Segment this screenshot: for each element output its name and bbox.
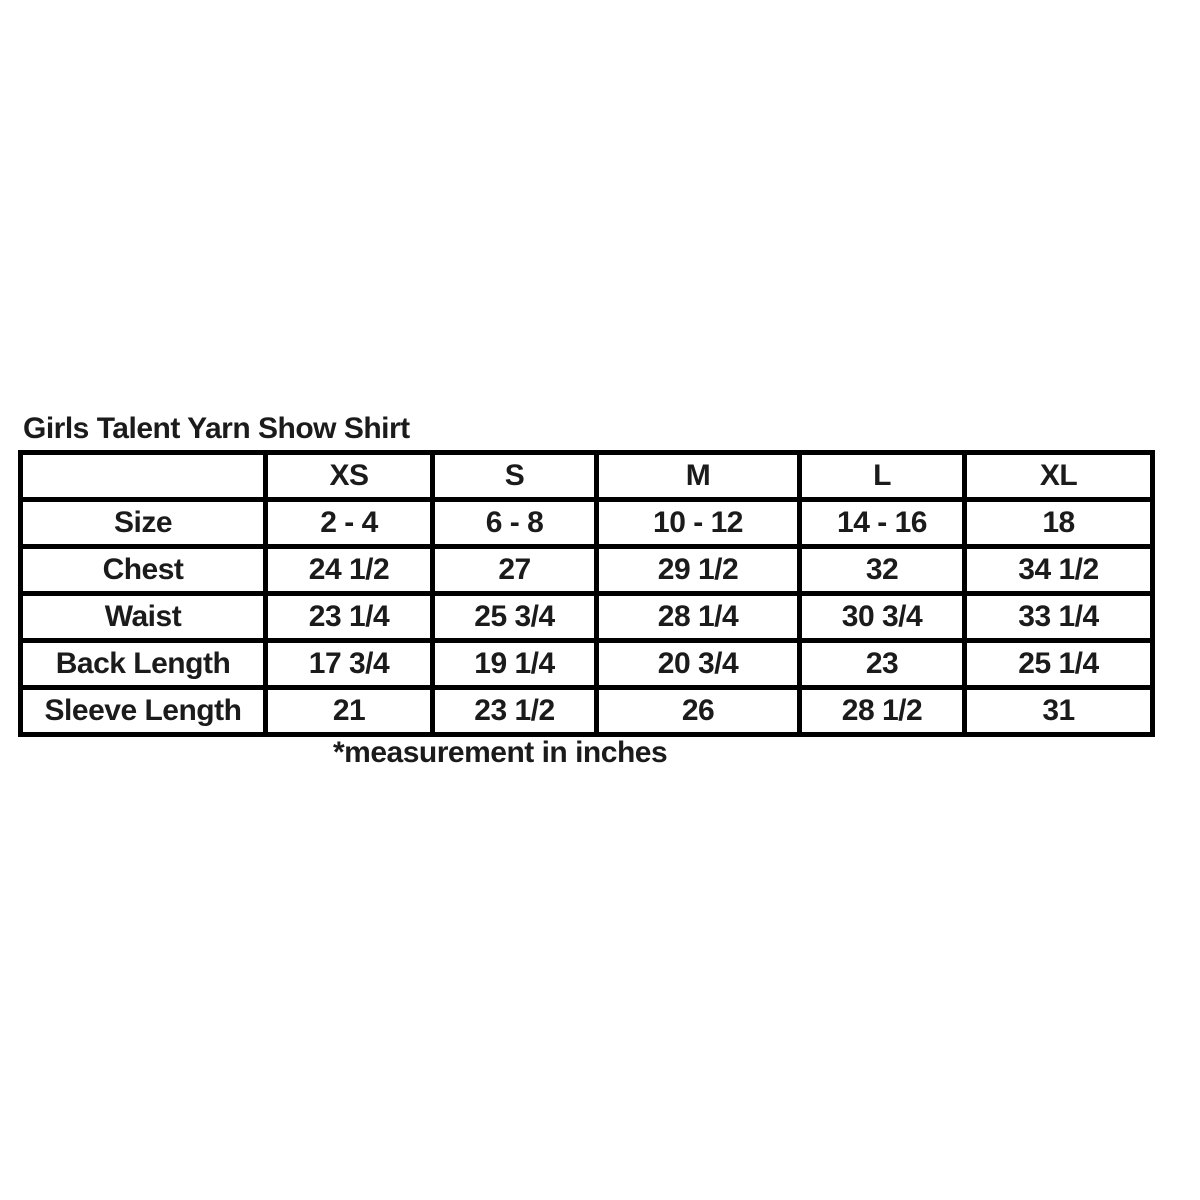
cell-back-length-m: 20 3/4 xyxy=(597,641,800,688)
row-label-waist: Waist xyxy=(21,594,266,641)
cell-size-m: 10 - 12 xyxy=(597,500,800,547)
column-header-xl: XL xyxy=(965,453,1153,500)
cell-size-xl: 18 xyxy=(965,500,1153,547)
cell-back-length-s: 19 1/4 xyxy=(433,641,597,688)
row-label-chest: Chest xyxy=(21,547,266,594)
cell-sleeve-length-xs: 21 xyxy=(266,688,433,735)
cell-chest-l: 32 xyxy=(800,547,965,594)
header-row xyxy=(21,453,1153,500)
corner-cell xyxy=(21,453,266,500)
cell-chest-xs: 24 1/2 xyxy=(266,547,433,594)
cell-size-xs: 2 - 4 xyxy=(266,500,433,547)
row-label-size: Size xyxy=(21,500,266,547)
cell-waist-s: 25 3/4 xyxy=(433,594,597,641)
cell-size-s: 6 - 8 xyxy=(433,500,597,547)
table-row-size xyxy=(21,500,1153,547)
row-label-sleeve-length: Sleeve Length xyxy=(21,688,266,735)
cell-sleeve-length-s: 23 1/2 xyxy=(433,688,597,735)
table-row-sleeve-length xyxy=(21,688,1153,735)
table-row-chest xyxy=(21,547,1153,594)
column-header-l: L xyxy=(800,453,965,500)
column-header-xs: XS xyxy=(266,453,433,500)
cell-back-length-xs: 17 3/4 xyxy=(266,641,433,688)
cell-chest-xl: 34 1/2 xyxy=(965,547,1153,594)
cell-waist-m: 28 1/4 xyxy=(597,594,800,641)
cell-waist-xs: 23 1/4 xyxy=(266,594,433,641)
cell-back-length-l: 23 xyxy=(800,641,965,688)
cell-waist-l: 30 3/4 xyxy=(800,594,965,641)
cell-sleeve-length-l: 28 1/2 xyxy=(800,688,965,735)
measurement-footnote: *measurement in inches xyxy=(333,736,668,769)
table-row-waist xyxy=(21,594,1153,641)
table-row-back-length xyxy=(21,641,1153,688)
cell-back-length-xl: 25 1/4 xyxy=(965,641,1153,688)
column-header-m: M xyxy=(597,453,800,500)
column-header-s: S xyxy=(433,453,597,500)
cell-chest-s: 27 xyxy=(433,547,597,594)
page-title: Girls Talent Yarn Show Shirt xyxy=(23,412,410,445)
size-chart-table xyxy=(18,450,1155,737)
cell-chest-m: 29 1/2 xyxy=(597,547,800,594)
cell-waist-xl: 33 1/4 xyxy=(965,594,1153,641)
row-label-back-length: Back Length xyxy=(21,641,266,688)
cell-size-l: 14 - 16 xyxy=(800,500,965,547)
cell-sleeve-length-xl: 31 xyxy=(965,688,1153,735)
cell-sleeve-length-m: 26 xyxy=(597,688,800,735)
